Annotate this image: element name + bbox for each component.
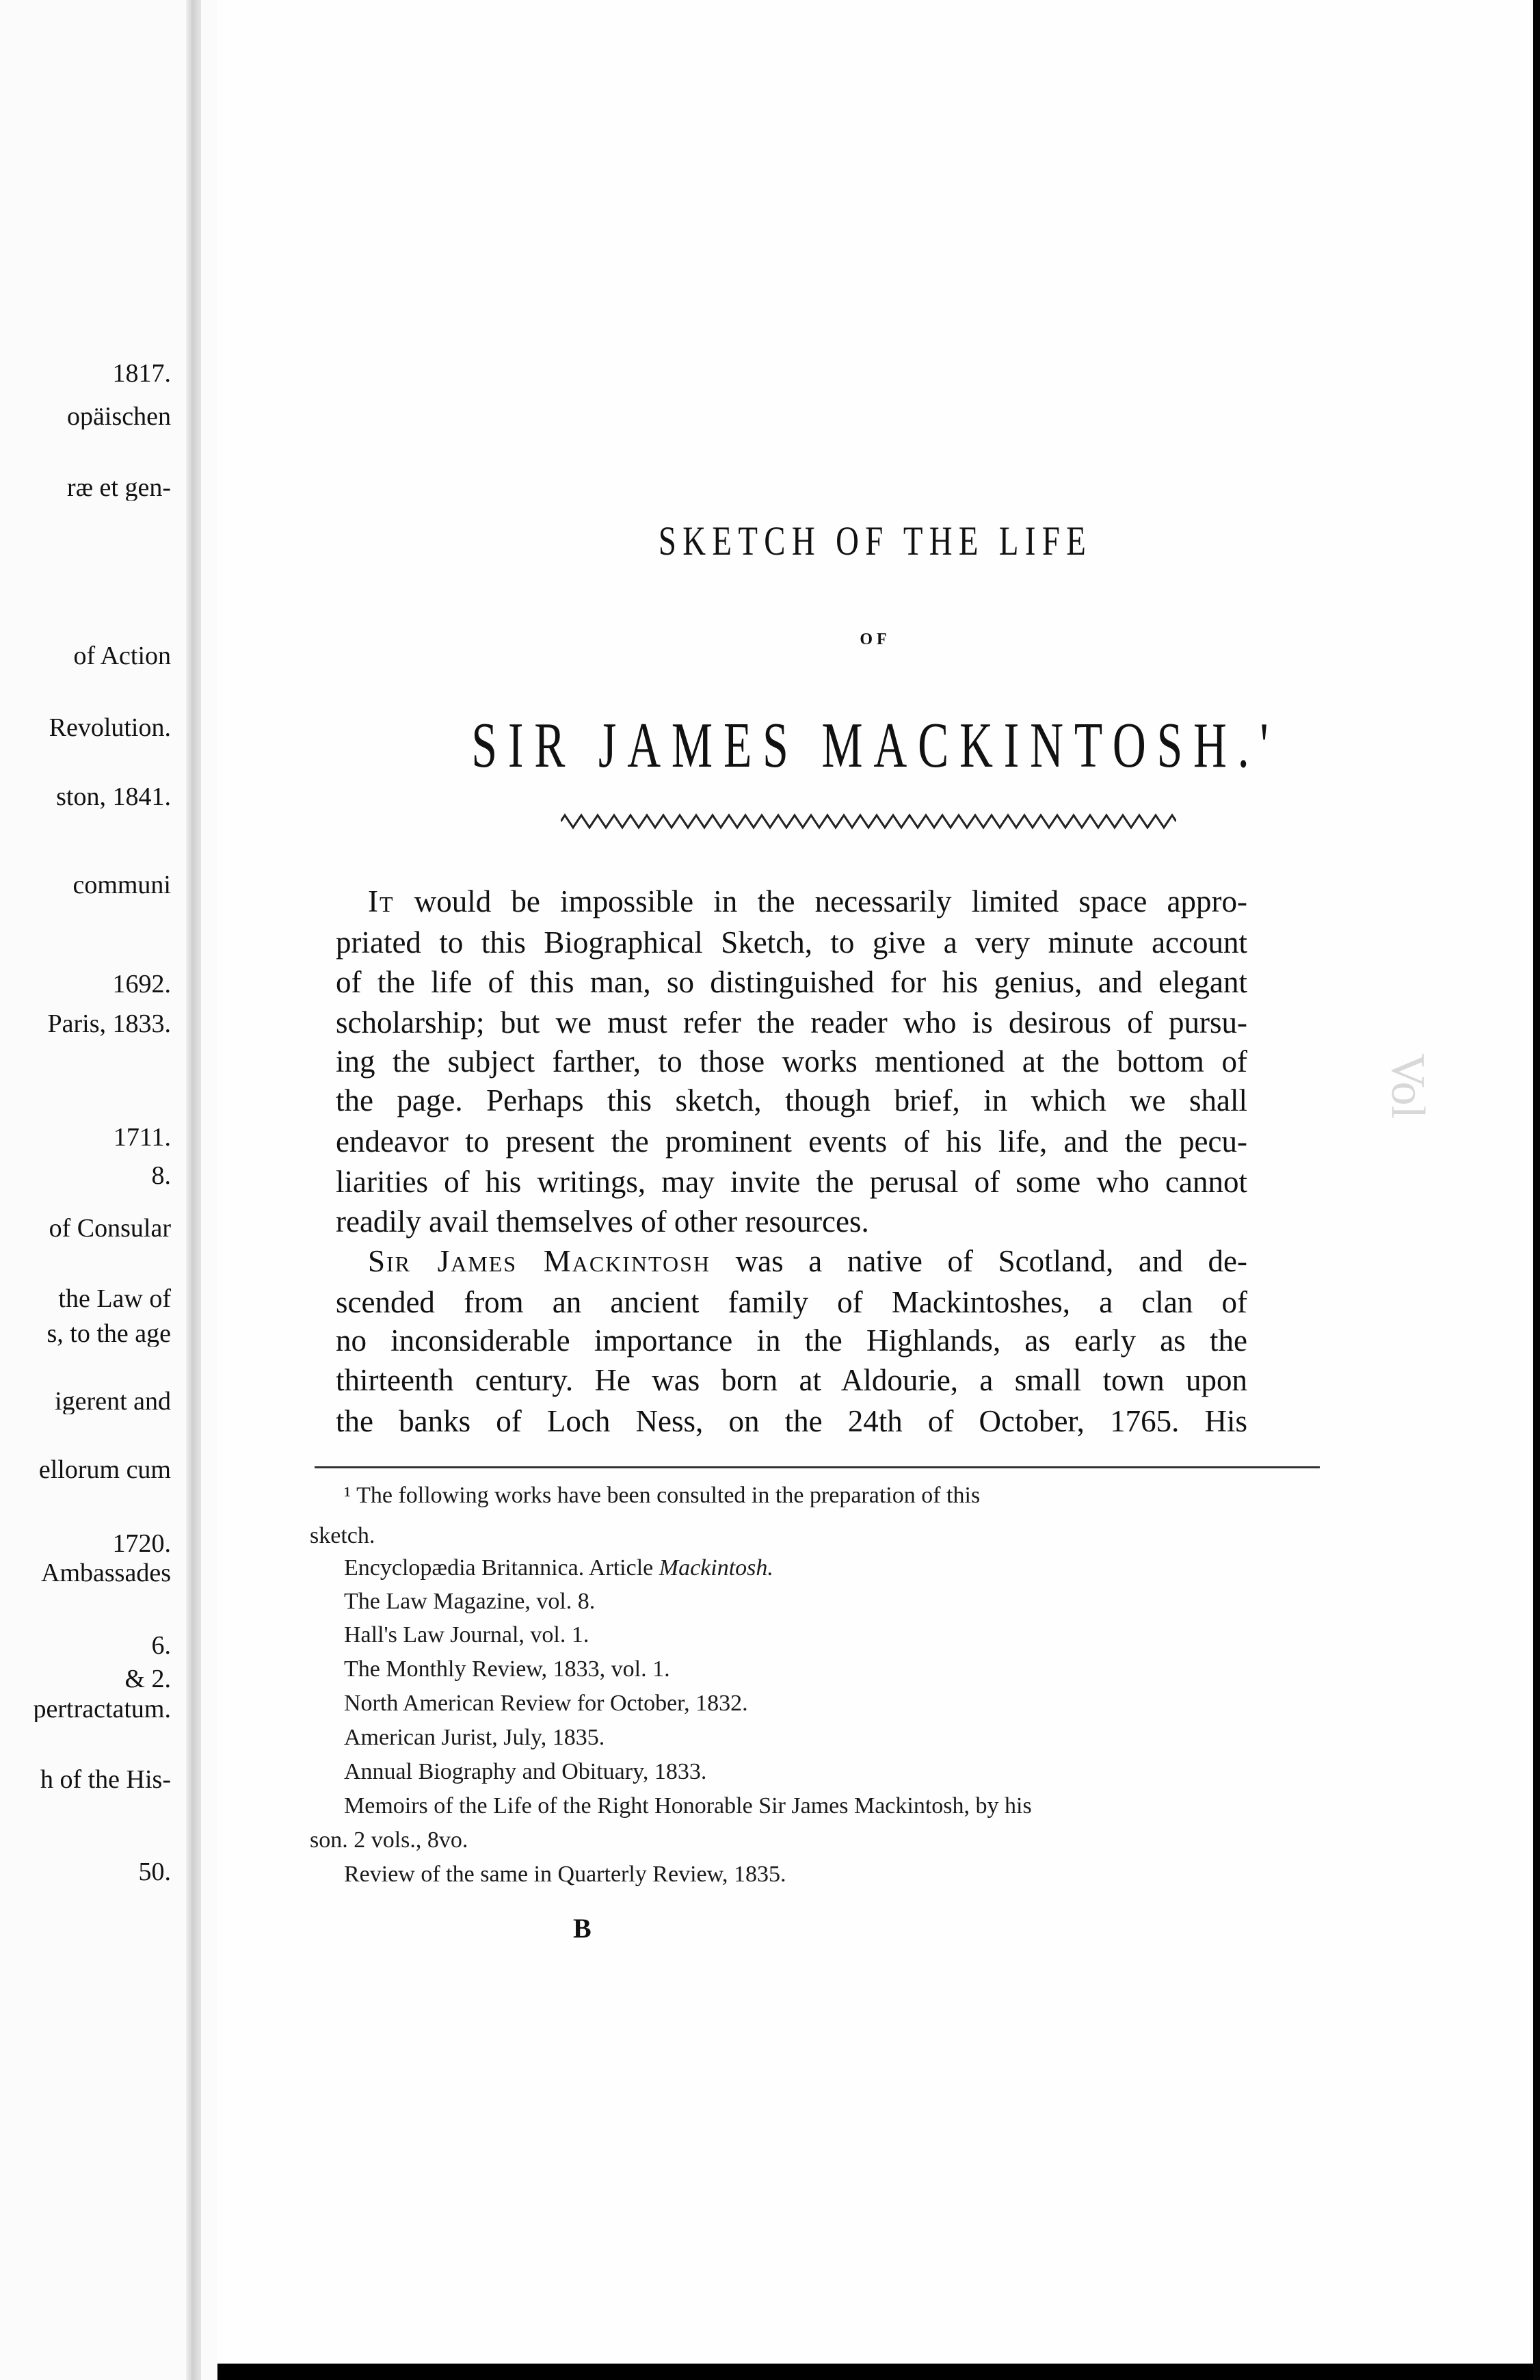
facing-page-fragment: Paris, 1833. — [47, 1011, 171, 1037]
footnote-line: Review of the same in Quarterly Review, 1835. — [344, 1862, 786, 1887]
body-line: scholarship; but we must refer the reader who is desirous of pursu- — [336, 1005, 1247, 1040]
facing-page-fragment: communi — [72, 872, 171, 898]
body-line: endeavor to present the prominent events of his life, and the pecu- — [336, 1124, 1247, 1159]
body-line: It would be impossible in the necessarily limited space appro- — [368, 884, 1247, 918]
footnote-line: son. 2 vols., 8vo. — [310, 1827, 468, 1853]
facing-page-fragment: 1692. — [112, 971, 171, 997]
footnote-line: Memoirs of the Life of the Right Honorable Sir James Mackintosh, by his — [344, 1793, 1032, 1819]
facing-page-fragment: & 2. — [124, 1666, 171, 1692]
book-page — [217, 0, 1533, 2364]
facing-page-fragment: opäischen — [67, 404, 171, 429]
facing-page-fragment: 6. — [151, 1632, 171, 1658]
body-line: ing the subject farther, to those works mentioned at the bottom of — [336, 1044, 1247, 1079]
body-line: liarities of his writings, may invite the perusal of some who cannot — [336, 1165, 1247, 1199]
article-title: Mackintosh. — [659, 1555, 773, 1581]
body-line: the page. Perhaps this sketch, though brief, in which we shall — [336, 1083, 1247, 1118]
facing-page-fragment: 50. — [138, 1859, 171, 1885]
facing-page-fragment: 8. — [151, 1163, 171, 1189]
footnote-line: The Monthly Review, 1833, vol. 1. — [344, 1656, 670, 1682]
footnote-line: sketch. — [310, 1523, 375, 1548]
facing-page-fragment: Revolution. — [49, 715, 171, 741]
facing-page-fragment: ston, 1841. — [56, 784, 171, 810]
body-line: the banks of Loch Ness, on the 24th of October, 1765. His — [336, 1404, 1247, 1438]
name-smallcaps: Sir James Mackintosh — [368, 1244, 711, 1278]
bleed-through-mark: Vol — [1381, 1053, 1434, 1119]
facing-page-fragment: pertractatum. — [33, 1696, 171, 1722]
footnote-rule — [315, 1466, 1320, 1468]
facing-page-fragment: the Law of — [58, 1286, 171, 1312]
title-line-1: SKETCH OF THE LIFE — [658, 518, 1093, 564]
drop-words: It — [368, 884, 395, 918]
footnote-line: North American Review for October, 1832. — [344, 1691, 748, 1716]
facing-page-fragment: igerent and — [55, 1388, 171, 1414]
facing-page-fragment: h of the His- — [40, 1767, 171, 1793]
footnote-line: Annual Biography and Obituary, 1833. — [344, 1759, 707, 1784]
footnote-line: Encyclopædia Britannica. Article Mackintosh. — [344, 1555, 773, 1581]
body-line: readily avail themselves of other resources. — [336, 1204, 869, 1239]
body-line: thirteenth century. He was born at Aldourie, a small town upon — [336, 1363, 1247, 1397]
facing-page-fragment: of Consular — [49, 1215, 171, 1241]
body-line: of the life of this man, so distinguished for his genius, and elegant — [336, 965, 1247, 999]
footnote-line: The Law Magazine, vol. 8. — [344, 1589, 596, 1614]
title-of: OF — [860, 631, 891, 648]
body-line: priated to this Biographical Sketch, to give a very minute account — [336, 925, 1247, 960]
body-line: scended from an ancient family of Mackintoshes, a clan of — [336, 1285, 1247, 1319]
facing-page-fragment: ræ et gen- — [67, 475, 171, 501]
scan-border — [1533, 0, 1540, 2380]
footnote-line: Hall's Law Journal, vol. 1. — [344, 1622, 589, 1648]
facing-page-fragment: of Action — [73, 643, 171, 669]
facing-page-fragment: Ambassades — [41, 1560, 171, 1586]
facing-page — [0, 0, 217, 2380]
body-line: Sir James Mackintosh was a native of Scotland, and de- — [368, 1244, 1247, 1278]
facing-page-fragment: ellorum cum — [38, 1457, 171, 1483]
footnote-line: ¹ The following works have been consulted in the preparation of this — [344, 1483, 981, 1508]
facing-page-fragment: s, to the age — [47, 1321, 171, 1347]
title-line-2: SIR JAMES MACKINTOSH.' — [471, 710, 1279, 781]
wavy-ornament — [561, 811, 1176, 832]
signature-mark: B — [573, 1913, 592, 1944]
book-binding — [186, 0, 201, 2380]
facing-page-fragment: 1711. — [113, 1124, 171, 1150]
facing-page-fragment: 1817. — [112, 360, 171, 386]
footnote-line: American Jurist, July, 1835. — [344, 1725, 605, 1750]
facing-page-fragment: 1720. — [112, 1531, 171, 1557]
body-line: no inconsiderable importance in the Highlands, as early as the — [336, 1323, 1247, 1358]
